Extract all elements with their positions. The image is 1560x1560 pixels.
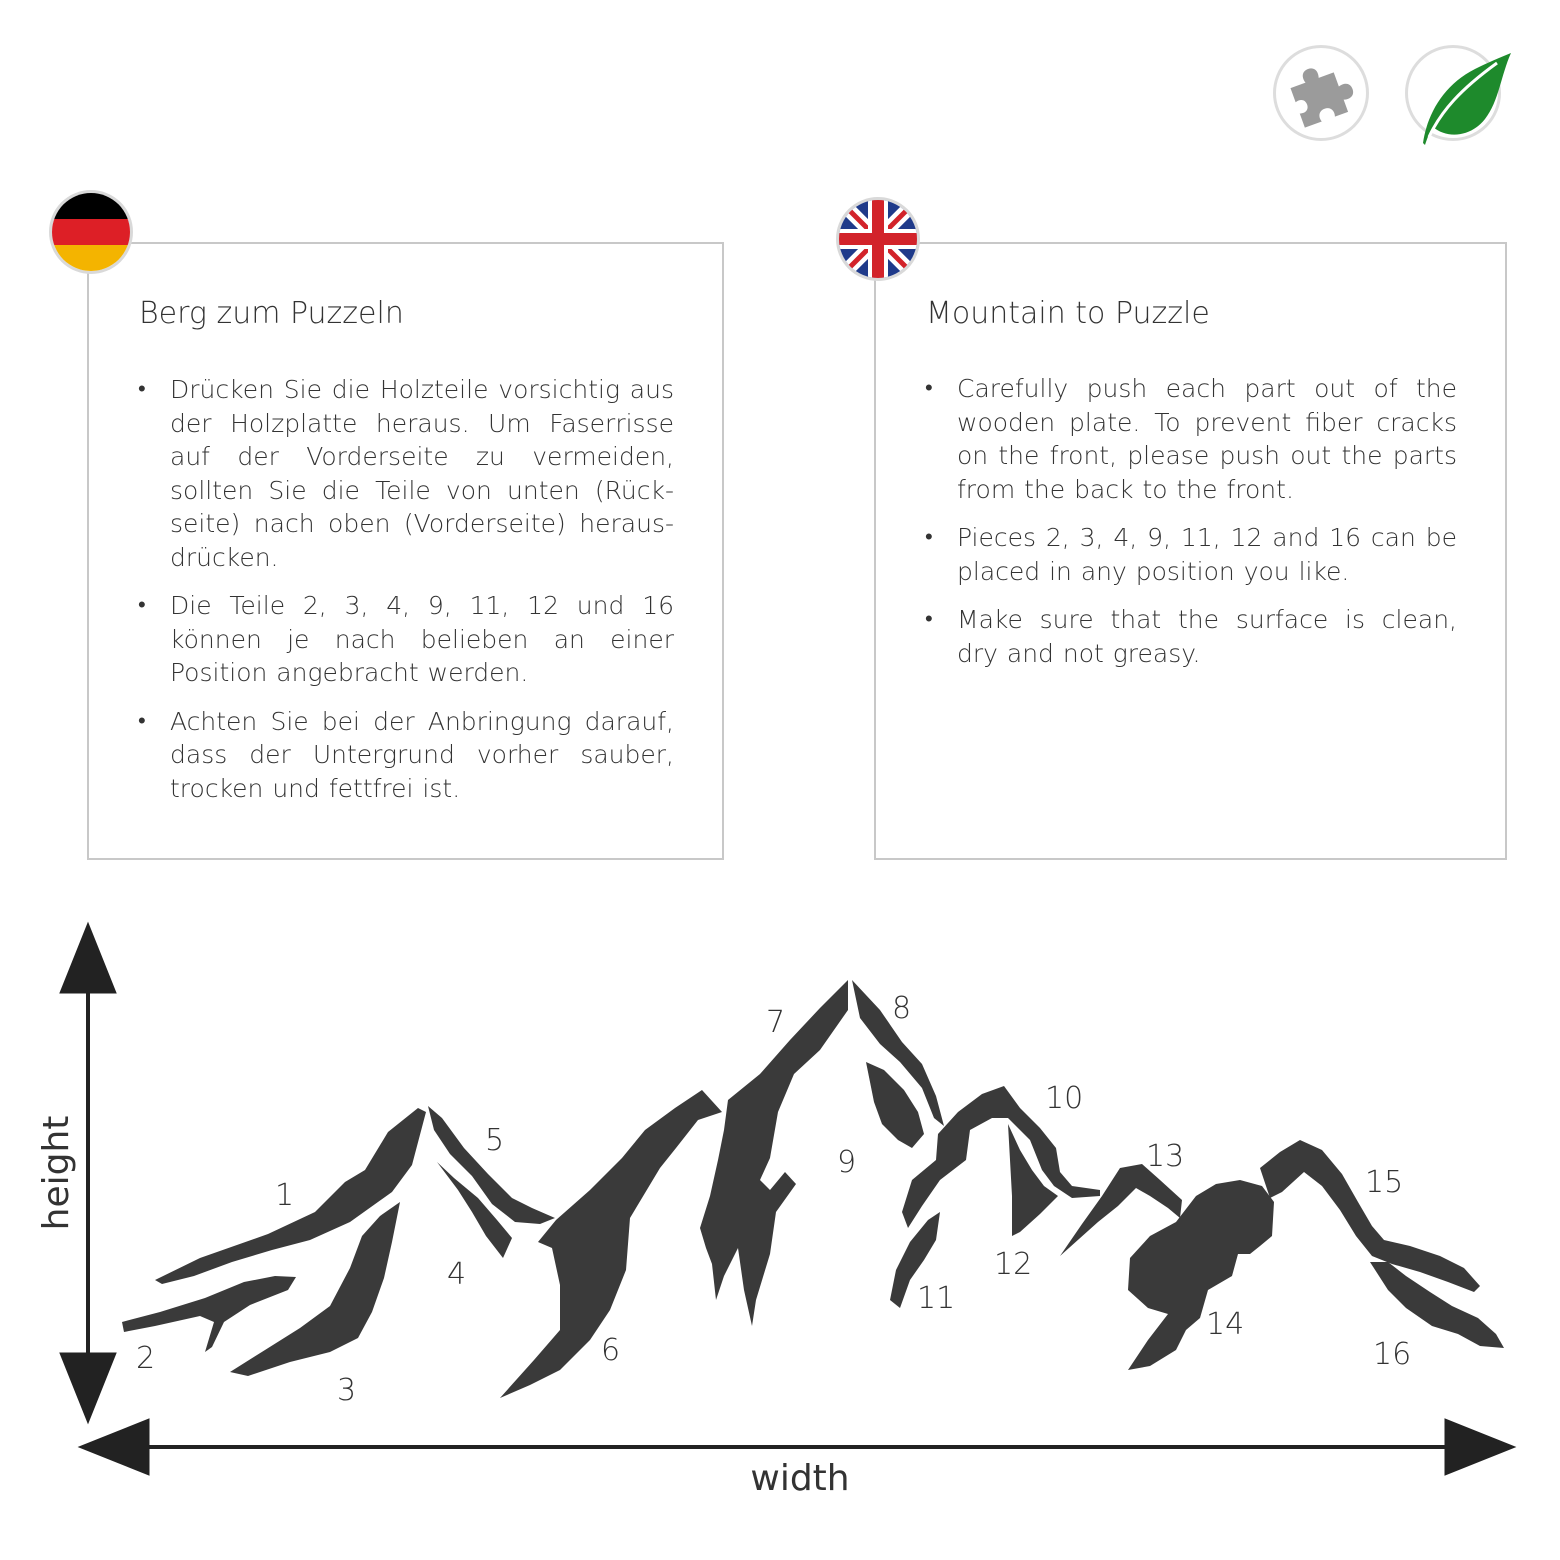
- english-bullet-2: • Pieces 2, 3, 4, 9, 11, 12 and 16 can be placed in any position you like.: [957, 521, 1457, 588]
- height-label: height: [36, 1115, 77, 1231]
- piece-label-9: 9: [837, 1145, 857, 1180]
- english-bullet-3: • Make sure that the surface is clean, dry and not greasy.: [957, 603, 1457, 670]
- piece-label-16: 16: [1373, 1337, 1412, 1372]
- piece-label-1: 1: [275, 1178, 295, 1213]
- english-bullet-1: • Carefully push each part out of the wooden plate. To prevent fiber cracks on the front, please push out the parts from the back to the front.: [957, 372, 1457, 506]
- german-bullet-1: • Drücken Sie die Holzteile vorsichtig aus der Holzplatte heraus. Um Faserrisse auf der Vorderseite zu vermeiden, sollten Sie die Teile von unten (Rückseite) nach oben (Vorderseite) herausdrücken.: [170, 373, 674, 574]
- piece-label-14: 14: [1206, 1307, 1245, 1342]
- piece-label-11: 11: [917, 1281, 956, 1316]
- piece-label-6: 6: [601, 1333, 621, 1368]
- piece-label-15: 15: [1365, 1165, 1404, 1200]
- piece-15: [1260, 1140, 1480, 1292]
- piece-label-5: 5: [485, 1123, 505, 1158]
- english-title: Mountain to Puzzle: [926, 296, 1210, 331]
- german-title: Berg zum Puzzeln: [139, 296, 404, 331]
- piece-label-2: 2: [136, 1341, 156, 1376]
- piece-label-10: 10: [1045, 1081, 1084, 1116]
- piece-label-7: 7: [766, 1005, 786, 1040]
- piece-label-3: 3: [337, 1373, 357, 1408]
- piece-label-8: 8: [892, 991, 912, 1026]
- piece-label-13: 13: [1146, 1139, 1185, 1174]
- piece-14: [1128, 1180, 1274, 1370]
- german-bullet-3: • Achten Sie bei der Anbringung darauf, dass der Untergrund vorher sauber, trocken und fettfrei ist.: [170, 705, 674, 806]
- german-bullet-2: • Die Teile 2, 3, 4, 9, 11, 12 und 16 können je nach belieben an einer Position angebracht werden.: [170, 589, 674, 690]
- piece-label-12: 12: [994, 1247, 1033, 1282]
- piece-label-4: 4: [447, 1257, 467, 1292]
- width-label: width: [750, 1458, 850, 1499]
- mountain-pieces: [122, 980, 1504, 1398]
